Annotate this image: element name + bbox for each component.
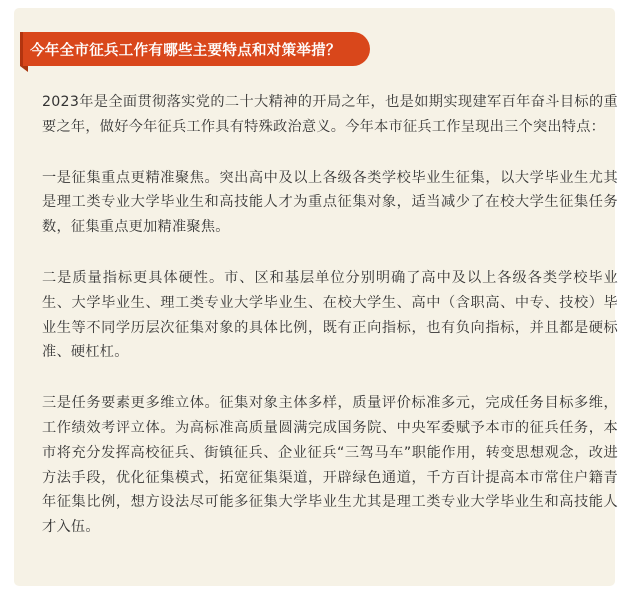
article-body	[42, 90, 618, 566]
paragraph-intro: 2023年是全面贯彻落实党的二十大精神的开局之年，也是如期实现建军百年奋斗目标的重要之年，做好今年征兵工作具有特殊政治意义。今年本市征兵工作呈现出三个突出特点：	[42, 94, 618, 135]
article-title: 今年全市征兵工作有哪些主要特点和对策举措？	[30, 42, 341, 59]
paragraph-feature-one: 一是征集重点更精准聚焦。突出高中及以上各级各类学校毕业生征集，以大学毕业生尤其是理工类专业大学毕业生和高技能人才为重点征集对象，适当减少了在校大学生征集任务数，征集重点更加精准聚焦。	[42, 169, 618, 236]
article-card	[14, 8, 618, 586]
title-banner	[20, 32, 370, 66]
paragraph-feature-two: 二是质量指标更具体硬性。市、区和基层单位分别明确了高中及以上各级各类学校毕业生、大学毕业生、理工类专业大学毕业生、在校大学生、高中（含职高、中专、技校）毕业生等不同学历层次征集对象的具体比例，既有正向指标，也有负向指标，并且都是硬标准、硬杠杠。	[42, 269, 618, 361]
paragraph-feature-three: 三是任务要素更多维立体。征集对象主体多样，质量评价标准多元，完成任务目标多维，工作绩效考评立体。为高标准高质量圆满完成国务院、中央军委赋予本市的征兵任务，本市将充分发挥高校征兵、街镇征兵、企业征兵“三驾马车”职能作用，转变思想观念，改进方法手段，优化征集模式，拓宽征集渠道，开辟绿色通道，千方百计提高本市常住户籍青年征集比例，想方设法尽可能多征集大学毕业生尤其是理工类专业大学毕业生和高技能人才入伍。	[42, 395, 618, 536]
banner-fold-decoration	[20, 66, 28, 72]
